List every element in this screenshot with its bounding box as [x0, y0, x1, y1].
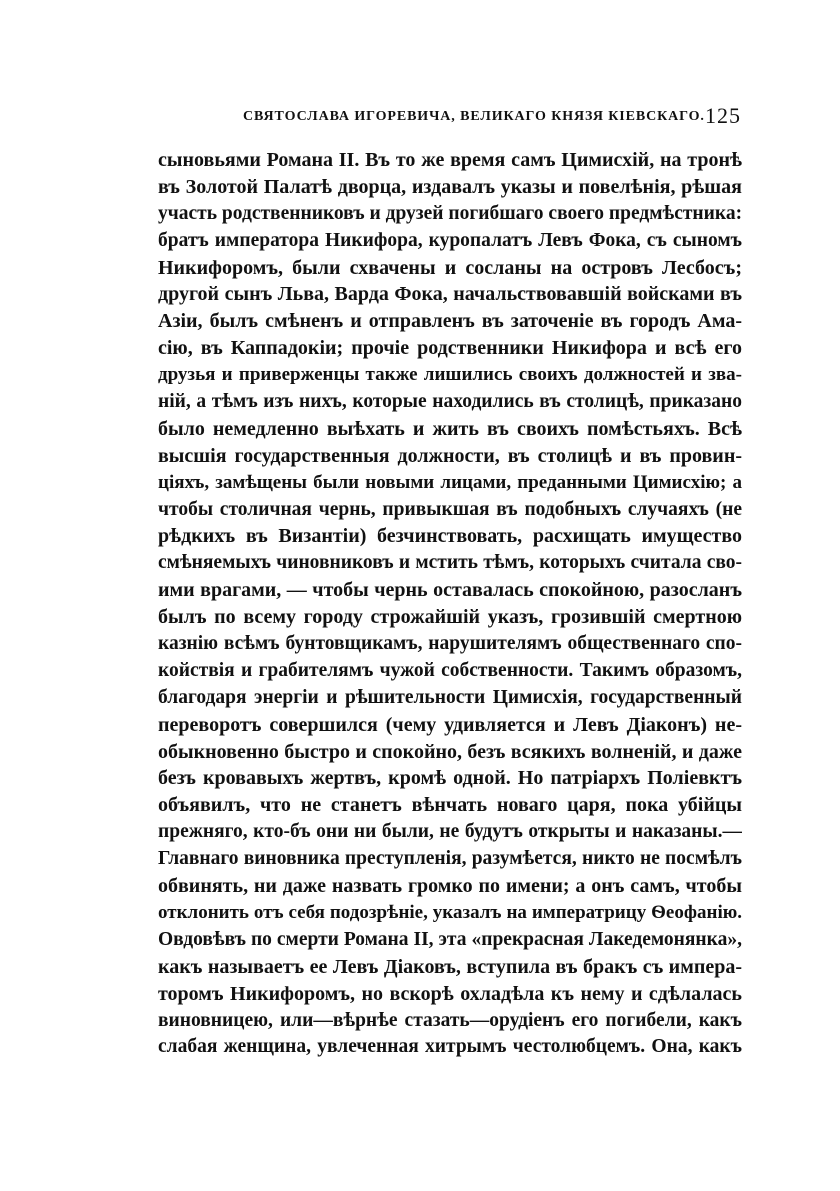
body-text: [158, 147, 742, 1061]
text-line: сыновьями Романа II. Въ то же время самъ Цимисхій, на тронѣ: [158, 149, 742, 171]
text-line: рѣдкихъ въ Византіи) безчинствовать, расхищать имущество: [158, 525, 742, 548]
text-line: Главнаго виновника преступленія, разумѣется, никто не посмѣлъ: [158, 848, 742, 870]
text-line: какъ называетъ ее Левъ Діаковъ, вступила въ бракъ съ импера-: [158, 955, 742, 978]
text-line: отклонить отъ себя подозрѣніе, указалъ на императрицу Ѳеофанію.: [158, 901, 742, 923]
text-line: сію, въ Каппадокіи; прочіе родственники Никифора и всѣ его: [158, 337, 742, 360]
text-line: друзья и приверженцы также лишились своихъ должностей и зва-: [158, 364, 742, 386]
text-line: обыкновенно быстро и спокойно, безъ всякихъ волненій, и даже: [158, 740, 742, 763]
text-line: ній, а тѣмъ изъ нихъ, которые находились въ столицѣ, приказано: [158, 391, 742, 413]
text-line: прежняго, кто-бъ они ни были, не будутъ открыты и наказаны.—: [158, 821, 742, 843]
text-line: обвинять, ни даже назвать громко по имени; а онъ самъ, чтобы: [158, 875, 742, 898]
text-line: высшія государственныя должности, въ столицѣ и въ провин-: [158, 444, 742, 467]
text-line: въ Золотой Палатѣ дворца, издавалъ указы и повелѣнія, рѣшая: [158, 175, 742, 198]
running-title: СВЯТОСЛАВА ИГОРЕВИЧА, ВЕЛИКАГО КНЯЗЯ КІЕВСКАГО.: [243, 109, 705, 124]
text-line: торомъ Никифоромъ, но вскорѣ охладѣла къ нему и сдѣлалась: [158, 982, 742, 1005]
running-head: [243, 103, 743, 133]
text-line: другой сынъ Льва, Варда Фока, начальствовавшій войсками въ: [158, 283, 742, 306]
text-line: койствія и грабителямъ чужой собственности. Такимъ образомъ,: [158, 659, 742, 681]
text-line: смѣняемыхъ чиновниковъ и мстить тѣмъ, которыхъ считала сво-: [158, 552, 742, 574]
text-line: виновницею, или—вѣрнѣе стазать—орудіенъ его погибели, какъ: [158, 1009, 742, 1031]
text-line: слабая женщина, увлеченная хитрымъ честолюбцемъ. Она, какъ: [158, 1036, 742, 1058]
text-line: переворотъ совершился (чему удивляется и Левъ Діаконъ) не-: [158, 713, 742, 736]
text-line: Азіи, былъ смѣненъ и отправленъ въ заточеніе въ городъ Ама-: [158, 310, 742, 333]
text-line: казнію всѣмъ бунтовщикамъ, нарушителямъ общественнаго спо-: [158, 633, 742, 655]
text-line: ими врагами, — чтобы чернь оставалась спокойною, разосланъ: [158, 579, 742, 602]
text-line: Никифоромъ, были схвачены и сосланы на островъ Лесбосъ;: [158, 256, 742, 279]
text-line: безъ кровавыхъ жертвъ, кромѣ одной. Но патріархъ Поліевктъ: [158, 767, 742, 790]
text-line: благодаря энергіи и рѣшительности Цимисхія, государственный: [158, 686, 742, 708]
text-line: Овдовѣвъ по смерти Романа II, эта «прекрасная Лакедемонянка»,: [158, 928, 742, 950]
text-line: участь родственниковъ и друзей погибшаго своего предмѣстника:: [158, 202, 742, 224]
text-line: было немедленно выѣхать и жить въ своихъ помѣстьяхъ. Всѣ: [158, 417, 742, 440]
text-line: чтобы столичная чернь, привыкшая въ подобныхъ случаяхъ (не: [158, 498, 742, 520]
text-line: ціяхъ, замѣщены были новыми лицами, преданными Цимисхію; а: [158, 471, 742, 493]
text-line: братъ императора Никифора, куропалатъ Левъ Фока, съ сыномъ: [158, 229, 742, 251]
text-line: объявилъ, что не станетъ вѣнчать новаго царя, пока убійцы: [158, 794, 742, 817]
text-line: былъ по всему городу строжайшій указъ, грозившій смертною: [158, 606, 742, 629]
page-number: 125: [705, 103, 741, 128]
